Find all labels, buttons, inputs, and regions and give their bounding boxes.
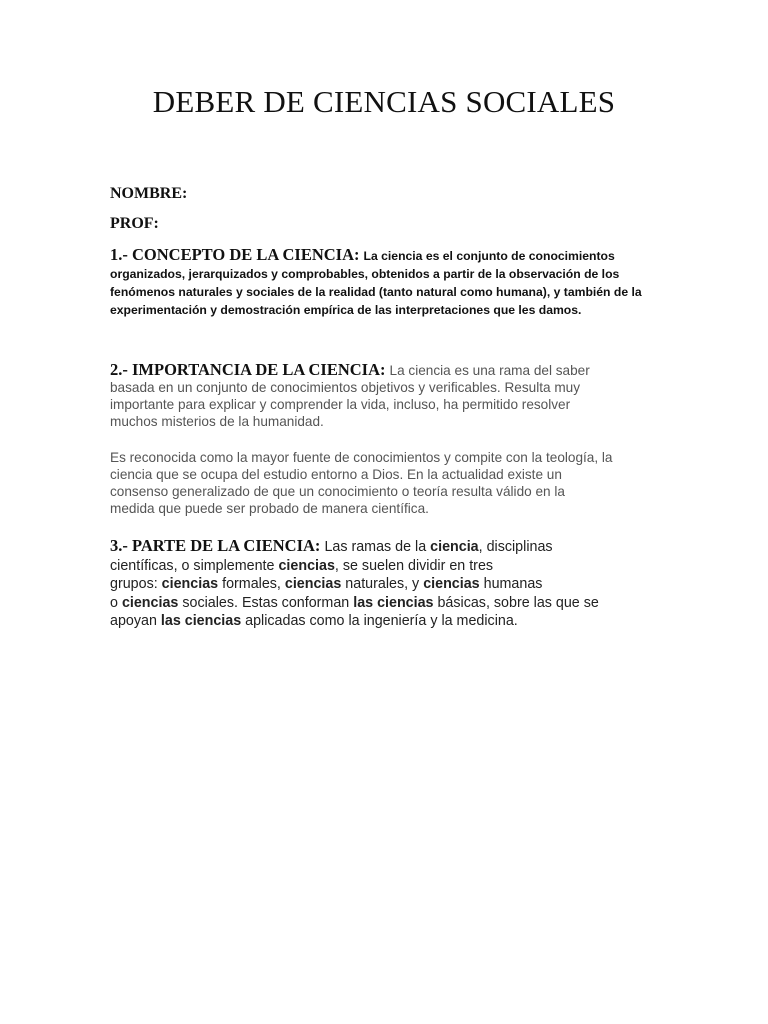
section-text: aplicadas como la ingeniería y la medicina. [245,613,518,629]
section-text: naturales, y [345,576,420,592]
section-text-line: La ciencia es el conjunto de conocimientos [363,249,615,263]
section-text-line: organizados, jerarquizados y comprobables, obtenidos a partir de la observación de los [110,267,620,281]
section-text: formales, [222,576,281,592]
section-text-line: muchos misterios de la humanidad. [110,414,324,429]
section-importancia-paragraph-2 [110,449,670,517]
section-text-line: medida que puede ser probado de manera científica. [110,501,429,516]
section-text-line: importante para explicar y comprender la vida, incluso, ha permitido resolver [110,397,571,412]
emphasis-term: ciencias [278,557,335,574]
section-text-line: fenómenos naturales y sociales de la realidad (tanto natural como humana), y también de la [110,285,642,299]
emphasis-term: ciencias [161,576,219,592]
section-concepto [110,246,670,319]
section-importancia [110,361,670,430]
emphasis-term: ciencias [423,576,480,592]
section-text: , disciplinas [478,539,553,555]
section-text: sociales. Estas conforman [182,594,350,611]
section-text: humanas [483,576,543,592]
section-text-line: basada en un conjunto de conocimientos objetivos y verificables. Resulta muy [110,380,581,395]
section-text-line: ciencia que se ocupa del estudio entorno a Dios. En la actualidad existe un [110,467,562,482]
section-text: básicas, sobre las que se [437,594,599,611]
document-title: DEBER DE CIENCIAS SOCIALES [152,84,616,119]
emphasis-term: ciencia [430,539,479,555]
section-heading: 2.- IMPORTANCIA DE LA CIENCIA: [110,360,386,379]
section-text: o [110,594,118,611]
nombre-label: NOMBRE: [110,185,188,202]
section-text: apoyan [110,613,157,629]
section-parte [110,537,670,631]
emphasis-term: las ciencias [353,594,434,611]
section-heading: 1.- CONCEPTO DE LA CIENCIA: [110,245,360,264]
section-text-line: experimentación y demostración empírica de las interpretaciones que les damos. [110,303,582,317]
section-text-line: consenso generalizado de que un conocimiento o teoría resulta válido en la [110,484,565,499]
prof-label: PROF: [110,215,159,232]
emphasis-term: ciencias [284,576,342,592]
emphasis-term: las ciencias [160,613,242,629]
section-text-line: La ciencia es una rama del saber [389,363,590,378]
section-text: científicas, o simplemente [110,557,275,574]
section-text: grupos: [110,576,158,592]
section-text: Las ramas de la [324,539,427,555]
section-heading: 3.- PARTE DE LA CIENCIA: [110,536,321,555]
emphasis-term: ciencias [121,594,179,611]
section-text: , se suelen dividir en tres [334,557,494,574]
section-text-line: Es reconocida como la mayor fuente de conocimientos y compite con la teología, la [110,450,613,465]
